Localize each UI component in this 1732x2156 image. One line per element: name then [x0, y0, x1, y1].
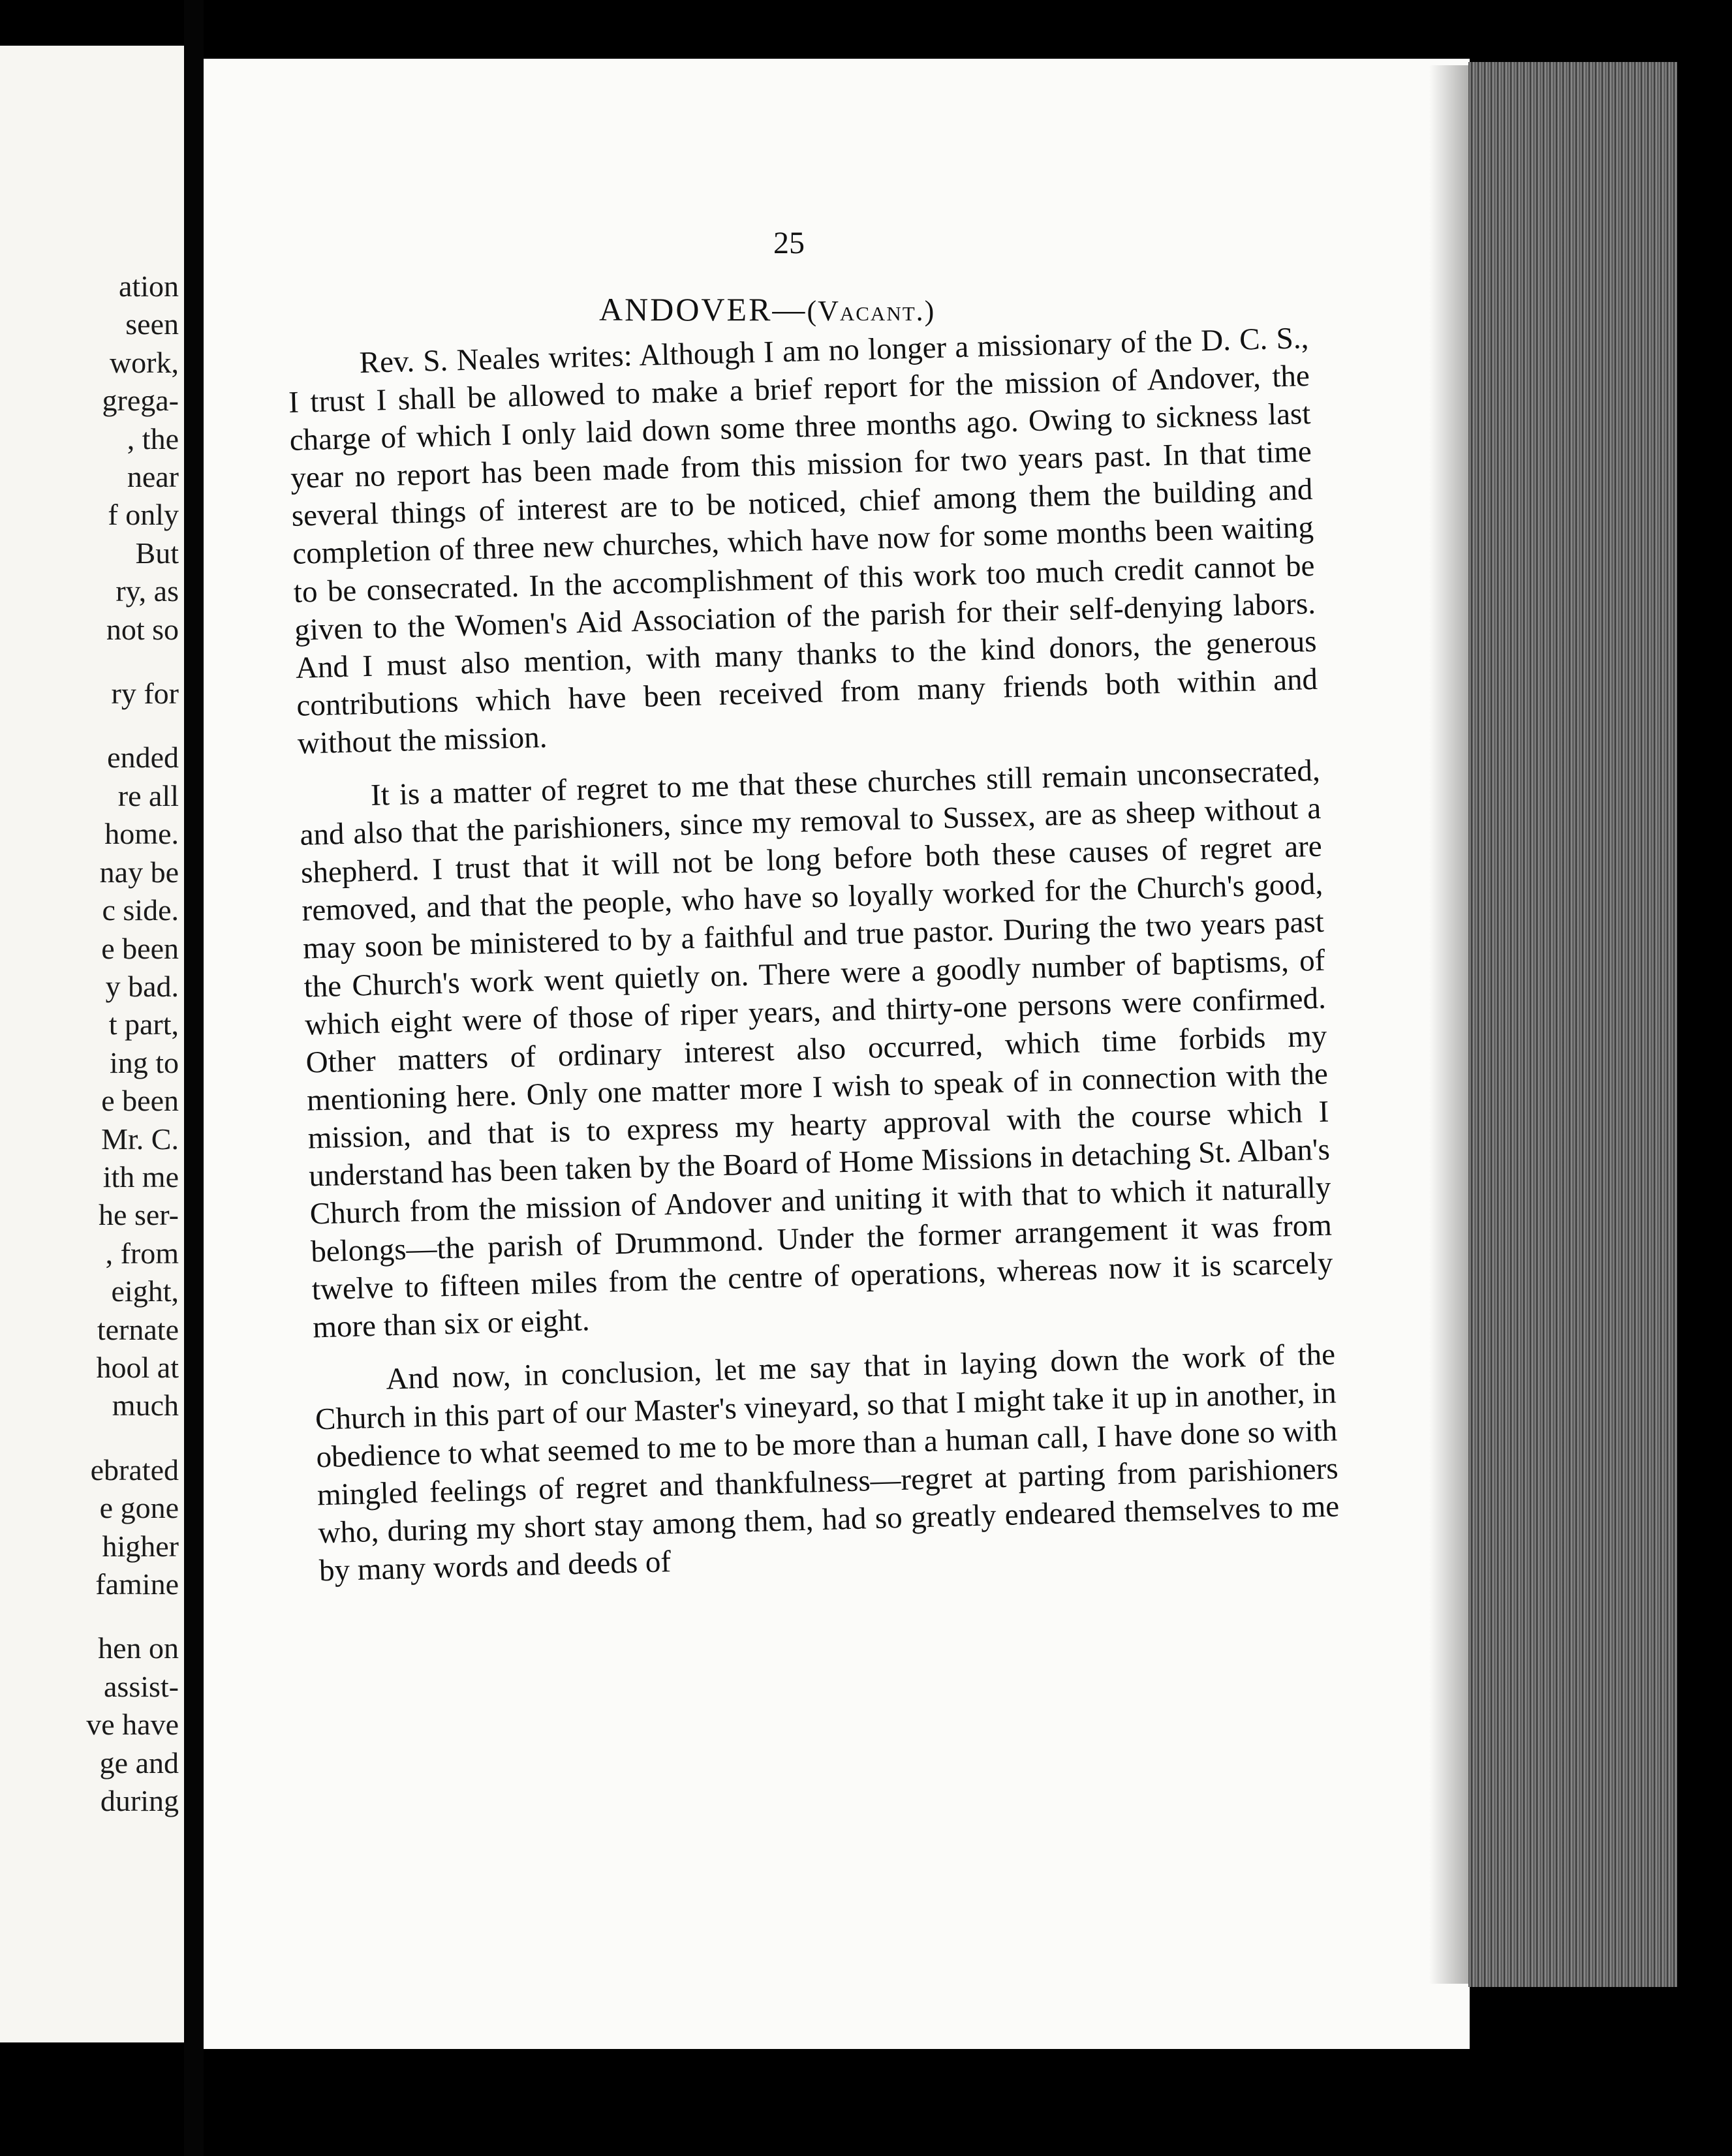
left-page-line: nay be	[99, 855, 179, 889]
left-page-line: ve have	[86, 1708, 179, 1742]
left-page-line: t part,	[108, 1008, 179, 1041]
paragraph-2: It is a matter of regret to me that these churches still remain unconsecrated, and also that the parishioners, since my removal to Sussex, are as sheep without a shepherd. I trust that it will not be long before both these causes of regret are removed, and that the people, who have so loyally worked for the Church's good, may soon be ministered to by a faithful and true pastor. During the two years past the Church's work went quietly on. There were a goodly number of baptisms, of which eight were of those of riper years, and thirty-one persons were confirmed. Other matters of ordinary interest also occurred, which time forbids my mentioning here. Only one matter more I wish to speak of in connection with the mission, and that is to express my hearty approval with the course which I understand has been taken by the Board of Home Missions in detaching St. Alban's Church from the mission of Andover and uniting it with that to which it naturally belongs—the parish of Drummond. Under the former arrangement it was from twelve to fifteen miles from the centre of operations, whereas now it is scarcely more than six or eight.	[299, 753, 1334, 1345]
left-page-line: during	[100, 1784, 179, 1818]
left-page-line: y bad.	[105, 969, 179, 1003]
heading-subtitle: (Vacant.)	[807, 295, 936, 327]
left-page-line: ge and	[99, 1746, 179, 1779]
left-page-line: ebrated	[90, 1453, 179, 1486]
paragraph-1: Rev. S. Neales writes: Although I am no longer a missionary of the D. C. S., I trust I shall be allowed to make a brief report for the mission of Andover, the charge of which I only laid down some three months ago. Owing to sickness last year no report has been made from this mission for two years past. In that time several things of interest are to be noticed, chief among them the building and completion of three new churches, which have now for some months been waiting to be consecrated. In the accomplishment of this work too much credit cannot be given to the Women's Aid Association of the parish for their self-denying labors. And I must also mention, with many thanks to the kind donors, the generous contributions which have been received from many friends both within and without the mission.	[288, 321, 1318, 761]
left-page-line: eight,	[111, 1274, 179, 1308]
left-page-line: ing to	[109, 1045, 179, 1079]
left-page-line: ternate	[97, 1312, 179, 1346]
left-page-line: he ser-	[99, 1198, 179, 1232]
left-page-line: ry, as	[116, 574, 179, 608]
left-page-line: ith me	[102, 1160, 179, 1194]
left-page-line: , from	[105, 1236, 179, 1270]
left-page-line: re all	[117, 778, 179, 812]
left-page-line: c side.	[102, 893, 179, 927]
left-page-line: famine	[95, 1567, 179, 1601]
body-text	[287, 319, 1340, 1590]
left-page-line: grega-	[102, 384, 179, 418]
left-page-line: e been	[101, 931, 179, 965]
left-page-line: f only	[108, 498, 179, 532]
left-page-line: much	[112, 1389, 179, 1423]
left-page-line: e gone	[99, 1491, 179, 1525]
left-page-line: Mr. C.	[101, 1122, 179, 1156]
left-page-line: But	[135, 536, 179, 570]
left-page-line: work,	[109, 345, 179, 379]
left-page-line: ended	[107, 741, 179, 775]
left-page-line: higher	[102, 1529, 179, 1563]
left-page-line: ry for	[111, 677, 179, 711]
page-number: 25	[773, 226, 805, 260]
left-page-line: ation	[119, 270, 179, 303]
heading-title: ANDOVER—	[599, 291, 807, 328]
left-page-line: not so	[106, 612, 179, 646]
left-page-line: , the	[127, 422, 179, 455]
paragraph-3: And now, in conclusion, let me say that in laying down the work of the Church in this part of our Master's vineyard, so that I might take it up in another, in obedience to what seemed to me to be more than a human call, I have done so with mingled feelings of regret and thankfulness—regret at parting from parishioners who, during my short stay among them, had so greatly endeared themselves to me by many words and deeds of	[315, 1337, 1340, 1588]
book-page-edges	[1468, 62, 1677, 1987]
left-page-line: assist-	[104, 1669, 179, 1703]
book-gutter	[184, 0, 204, 2156]
left-page-line: seen	[125, 307, 179, 341]
left-page-line: hool at	[96, 1350, 179, 1384]
left-page-line: e been	[101, 1084, 179, 1118]
left-page	[0, 46, 184, 2042]
left-page-line: near	[127, 460, 179, 494]
section-heading	[599, 290, 935, 328]
left-page-line: hen on	[98, 1631, 179, 1665]
left-page-line: home.	[104, 817, 179, 851]
left-page-text	[86, 268, 179, 1820]
